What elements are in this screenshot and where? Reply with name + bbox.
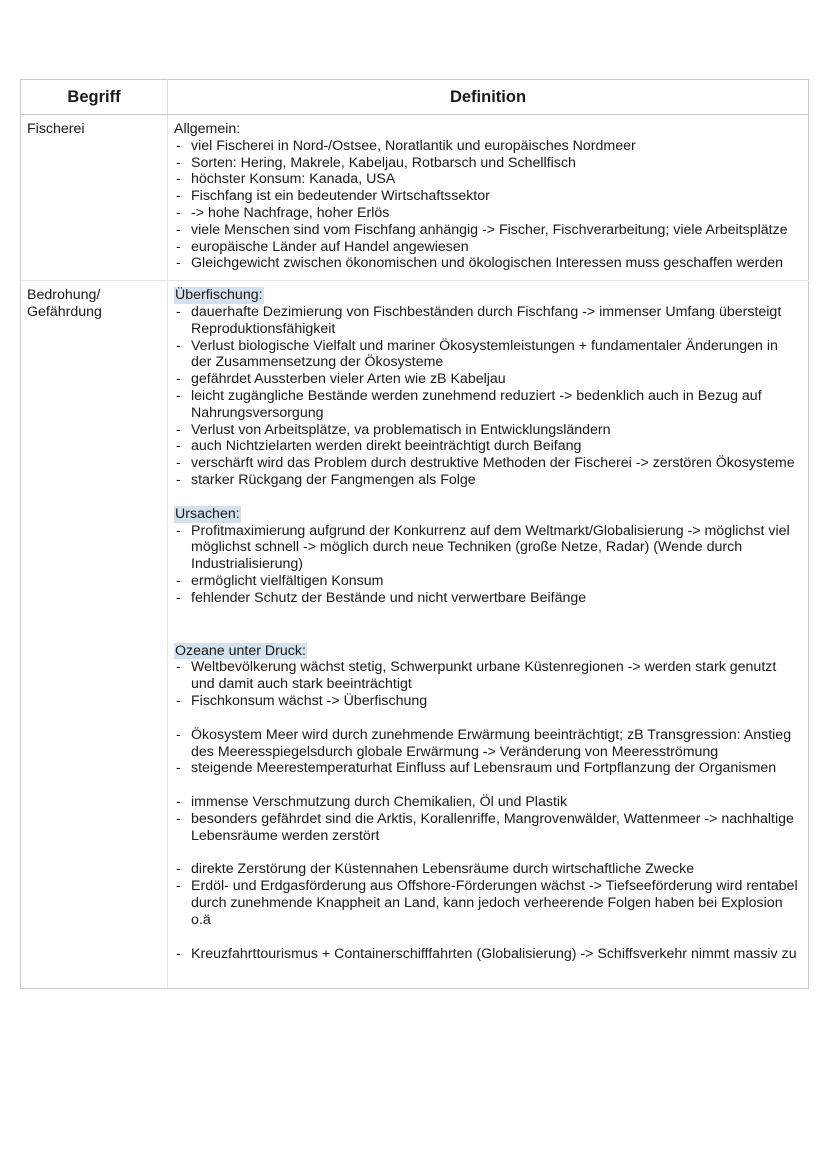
list-item: - direkte Zerstörung der Küstennahen Lebensräume durch wirtschaftliche Zwecke bbox=[174, 861, 800, 878]
definition-bedrohung bbox=[168, 281, 809, 989]
list-item: - verschärft wird das Problem durch destruktive Methoden der Fischerei -> zerstören Ökosysteme bbox=[174, 455, 800, 472]
list-item: - auch Nichtzielarten werden direkt beeinträchtigt durch Beifang bbox=[174, 438, 800, 455]
list-item: - Kreuzfahrttourismus + Containerschifffahrten (Globalisierung) -> Schiffsverkehr nimmt massiv zu bbox=[174, 946, 800, 963]
list-item: - steigende Meerestemperaturhat Einfluss auf Lebensraum und Fortpflanzung der Organismen bbox=[174, 760, 800, 777]
list-item: - viel Fischerei in Nord-/Ostsee, Noratlantik und europäisches Nordmeer bbox=[174, 138, 800, 155]
bullet-list bbox=[174, 659, 800, 709]
bullet-list bbox=[174, 946, 800, 963]
list-item: - Fischfang ist ein bedeutender Wirtschaftssektor bbox=[174, 188, 800, 205]
section-heading-ozeane: Ozeane unter Druck: bbox=[175, 642, 306, 659]
table-header-row bbox=[21, 80, 809, 115]
list-item: - gefährdet Aussterben vieler Arten wie zB Kabeljau bbox=[174, 371, 800, 388]
list-item: - europäische Länder auf Handel angewiesen bbox=[174, 239, 800, 256]
list-item: - Verlust biologische Vielfalt und mariner Ökosystemleistungen + fundamentaler Änderungen in der Zusammensetzung der Ökosysteme bbox=[174, 338, 800, 372]
list-item: - Erdöl- und Erdgasförderung aus Offshore-Förderungen wächst -> Tiefseeförderung wird rentabel durch zunehmende Knappheit an Land, kann jedoch verheerende Folgen haben bei Explosion o.ä bbox=[174, 878, 800, 928]
section-heading-ursachen: Ursachen: bbox=[175, 505, 240, 522]
bullet-list bbox=[174, 523, 800, 607]
bullet-list bbox=[174, 138, 800, 272]
table-row bbox=[21, 115, 809, 281]
list-item: - Profitmaximierung aufgrund der Konkurrenz auf dem Weltmarkt/Globalisierung -> möglichst viel möglichst schnell -> möglich durch neue Techniken (große Netze, Radar) (Wende durch Industrialisierung) bbox=[174, 523, 800, 573]
header-begriff: Begriff bbox=[21, 80, 168, 115]
definition-table bbox=[20, 79, 809, 989]
term-bedrohung bbox=[21, 281, 168, 989]
term-line: Bedrohung/ bbox=[27, 287, 101, 304]
header-definition: Definition bbox=[168, 80, 809, 115]
list-item: - ermöglicht vielfältigen Konsum bbox=[174, 573, 800, 590]
bullet-list bbox=[174, 727, 800, 777]
term-fischerei: Fischerei bbox=[21, 115, 168, 281]
list-item: - Weltbevölkerung wächst stetig, Schwerpunkt urbane Küstenregionen -> werden stark genutzt und damit auch stark beeinträchtigt bbox=[174, 659, 800, 693]
definition-table-container bbox=[20, 79, 808, 989]
list-item: - viele Menschen sind vom Fischfang anhängig -> Fischer, Fischverarbeitung; viele Arbeitsplätze bbox=[174, 222, 800, 239]
list-item: - fehlender Schutz der Bestände und nicht verwertbare Beifänge bbox=[174, 590, 800, 607]
list-item: - Ökosystem Meer wird durch zunehmende Erwärmung beeinträchtigt; zB Transgression: Anstieg des Meeresspiegelsdurch globale Erwärmung -> Veränderung von Meeresströmung bbox=[174, 727, 800, 761]
list-item: - dauerhafte Dezimierung von Fischbeständen durch Fischfang -> immenser Umfang übersteigt Reproduktionsfähigkeit bbox=[174, 304, 800, 338]
definition-fischerei bbox=[168, 115, 809, 281]
list-item: - Fischkonsum wächst -> Überfischung bbox=[174, 693, 800, 710]
list-item: - Sorten: Hering, Makrele, Kabeljau, Rotbarsch und Schellfisch bbox=[174, 155, 800, 172]
list-item: - Gleichgewicht zwischen ökonomischen und ökologischen Interessen muss geschaffen werden bbox=[174, 255, 800, 272]
section-heading-allgemein: Allgemein: bbox=[174, 121, 241, 137]
term-line: Gefährdung bbox=[27, 303, 102, 320]
list-item: - starker Rückgang der Fangmengen als Folge bbox=[174, 472, 800, 489]
bullet-list bbox=[174, 304, 800, 489]
bullet-list bbox=[174, 861, 800, 928]
bullet-list bbox=[174, 794, 800, 844]
list-item: - leicht zugängliche Bestände werden zunehmend reduziert -> bedenklich auch in Bezug auf Nahrungsversorgung bbox=[174, 388, 800, 422]
section-heading-ueberfischung: Überfischung: bbox=[175, 287, 263, 304]
list-item: - -> hohe Nachfrage, hoher Erlös bbox=[174, 205, 800, 222]
list-item: - immense Verschmutzung durch Chemikalien, Öl und Plastik bbox=[174, 794, 800, 811]
list-item: - besonders gefährdet sind die Arktis, Korallenriffe, Mangrovenwälder, Wattenmeer -> nachhaltige Lebensräume werden zerstört bbox=[174, 811, 800, 845]
list-item: - höchster Konsum: Kanada, USA bbox=[174, 171, 800, 188]
list-item: - Verlust von Arbeitsplätze, va problematisch in Entwicklungsländern bbox=[174, 422, 800, 439]
table-row bbox=[21, 281, 809, 989]
